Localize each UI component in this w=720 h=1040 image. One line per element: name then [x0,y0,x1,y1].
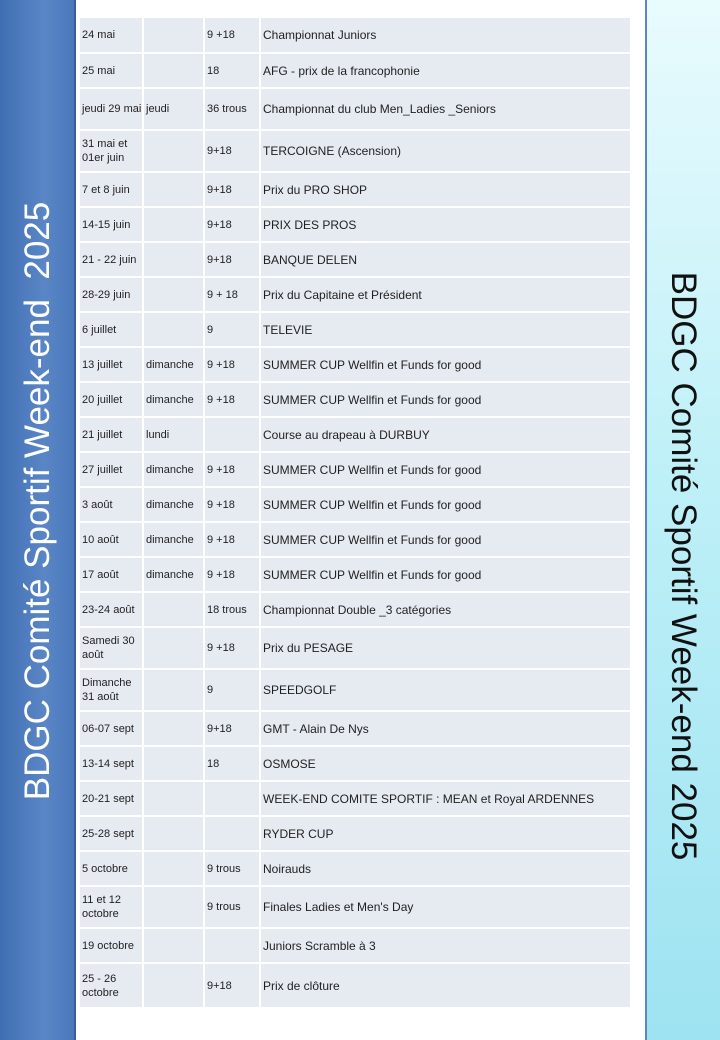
cell-holes: 9 +18 [204,347,260,382]
cell-day [143,886,204,928]
cell-event: AFG - prix de la francophonie [260,53,631,88]
table-row [79,130,631,172]
cell-day: dimanche [143,382,204,417]
cell-event: TERCOIGNE (Ascension) [260,130,631,172]
cell-day [143,130,204,172]
table-row [79,312,631,347]
table-row [79,207,631,242]
table-row [79,886,631,928]
cell-holes: 18 [204,746,260,781]
cell-date: 5 octobre [79,851,143,886]
cell-event: OSMOSE [260,746,631,781]
table-row [79,963,631,1008]
schedule-table [78,16,632,1009]
table-row [79,928,631,963]
cell-holes: 9+18 [204,963,260,1008]
table-row [79,816,631,851]
cell-date: 13-14 sept [79,746,143,781]
cell-event: Prix de clôture [260,963,631,1008]
cell-day [143,746,204,781]
cell-day [143,627,204,669]
cell-date: 25-28 sept [79,816,143,851]
table-row [79,17,631,53]
cell-date: 3 août [79,487,143,522]
cell-date: 14-15 juin [79,207,143,242]
table-row [79,669,631,711]
schedule-body [79,17,631,1008]
cell-day [143,312,204,347]
cell-date: 13 juillet [79,347,143,382]
cell-day: dimanche [143,487,204,522]
cell-day [143,242,204,277]
cell-event: Championnat Juniors [260,17,631,53]
cell-event: SUMMER CUP Wellfin et Funds for good [260,452,631,487]
cell-holes: 9+18 [204,207,260,242]
table-row [79,452,631,487]
cell-event: GMT - Alain De Nys [260,711,631,746]
cell-event: BANQUE DELEN [260,242,631,277]
cell-date: 6 juillet [79,312,143,347]
cell-event: Prix du PESAGE [260,627,631,669]
cell-event: PRIX DES PROS [260,207,631,242]
cell-date: 24 mai [79,17,143,53]
table-row [79,851,631,886]
cell-holes: 9+18 [204,130,260,172]
cell-day: dimanche [143,452,204,487]
cell-holes: 9 +18 [204,382,260,417]
cell-event: WEEK-END COMITE SPORTIF : MEAN et Royal ARDENNES [260,781,631,816]
table-row [79,347,631,382]
table-row [79,242,631,277]
cell-event: Noirauds [260,851,631,886]
left-title-banner [0,0,76,1040]
cell-holes [204,781,260,816]
cell-date: 20 juillet [79,382,143,417]
cell-date: 10 août [79,522,143,557]
cell-event: Course au drapeau à DURBUY [260,417,631,452]
cell-event: SUMMER CUP Wellfin et Funds for good [260,557,631,592]
cell-date: 17 août [79,557,143,592]
cell-holes: 9 + 18 [204,277,260,312]
cell-date: 11 et 12 octobre [79,886,143,928]
cell-holes: 9 trous [204,886,260,928]
cell-date: 20-21 sept [79,781,143,816]
cell-day: jeudi [143,88,204,130]
cell-day: dimanche [143,522,204,557]
cell-date: 25 - 26 octobre [79,963,143,1008]
cell-date: 23-24 août [79,592,143,627]
cell-holes: 9 +18 [204,17,260,53]
cell-date: jeudi 29 mai [79,88,143,130]
cell-holes [204,928,260,963]
cell-day [143,781,204,816]
cell-event: Prix du Capitaine et Président [260,277,631,312]
cell-event: SUMMER CUP Wellfin et Funds for good [260,382,631,417]
cell-holes [204,417,260,452]
cell-day: lundi [143,417,204,452]
right-title-banner [645,0,720,1040]
table-row [79,88,631,130]
cell-holes: 9 [204,669,260,711]
cell-day [143,711,204,746]
cell-holes: 9 +18 [204,557,260,592]
cell-day: dimanche [143,557,204,592]
cell-holes: 9 +18 [204,627,260,669]
table-row [79,53,631,88]
cell-holes: 9 +18 [204,487,260,522]
cell-holes: 36 trous [204,88,260,130]
cell-date: 28-29 juin [79,277,143,312]
cell-holes: 18 [204,53,260,88]
table-row [79,711,631,746]
cell-day [143,669,204,711]
cell-event: RYDER CUP [260,816,631,851]
cell-day [143,172,204,207]
cell-date: 7 et 8 juin [79,172,143,207]
cell-event: Championnat du club Men_Ladies _Seniors [260,88,631,130]
cell-holes: 9 [204,312,260,347]
table-row [79,781,631,816]
cell-day [143,53,204,88]
cell-holes: 9+18 [204,172,260,207]
table-row [79,382,631,417]
table-row [79,487,631,522]
cell-holes: 18 trous [204,592,260,627]
cell-event: SUMMER CUP Wellfin et Funds for good [260,347,631,382]
cell-day [143,963,204,1008]
cell-date: 31 mai et 01er juin [79,130,143,172]
right-banner-title: BDGC Comité Sportif Week-end 2025 [664,271,703,861]
cell-day [143,851,204,886]
table-row [79,746,631,781]
cell-date: 19 octobre [79,928,143,963]
cell-date: Dimanche 31 août [79,669,143,711]
cell-event: Prix du PRO SHOP [260,172,631,207]
cell-holes [204,816,260,851]
cell-event: SPEEDGOLF [260,669,631,711]
table-row [79,627,631,669]
cell-day [143,816,204,851]
cell-day [143,277,204,312]
table-row [79,417,631,452]
cell-event: TELEVIE [260,312,631,347]
cell-date: 21 - 22 juin [79,242,143,277]
cell-day [143,17,204,53]
cell-date: 27 juillet [79,452,143,487]
cell-date: 06-07 sept [79,711,143,746]
cell-holes: 9 +18 [204,452,260,487]
cell-event: SUMMER CUP Wellfin et Funds for good [260,522,631,557]
cell-day [143,207,204,242]
table-row [79,557,631,592]
cell-day [143,592,204,627]
cell-holes: 9+18 [204,711,260,746]
cell-event: Juniors Scramble à 3 [260,928,631,963]
left-banner-title: BDGC Comité Sportif Week-end 2025 [18,201,57,801]
cell-event: Championnat Double _3 catégories [260,592,631,627]
cell-holes: 9 trous [204,851,260,886]
cell-event: Finales Ladies et Men's Day [260,886,631,928]
cell-holes: 9 +18 [204,522,260,557]
table-row [79,172,631,207]
cell-date: 25 mai [79,53,143,88]
cell-day [143,928,204,963]
cell-holes: 9+18 [204,242,260,277]
table-row [79,592,631,627]
cell-day: dimanche [143,347,204,382]
table-row [79,277,631,312]
cell-event: SUMMER CUP Wellfin et Funds for good [260,487,631,522]
cell-date: 21 juillet [79,417,143,452]
cell-date: Samedi 30 août [79,627,143,669]
table-row [79,522,631,557]
